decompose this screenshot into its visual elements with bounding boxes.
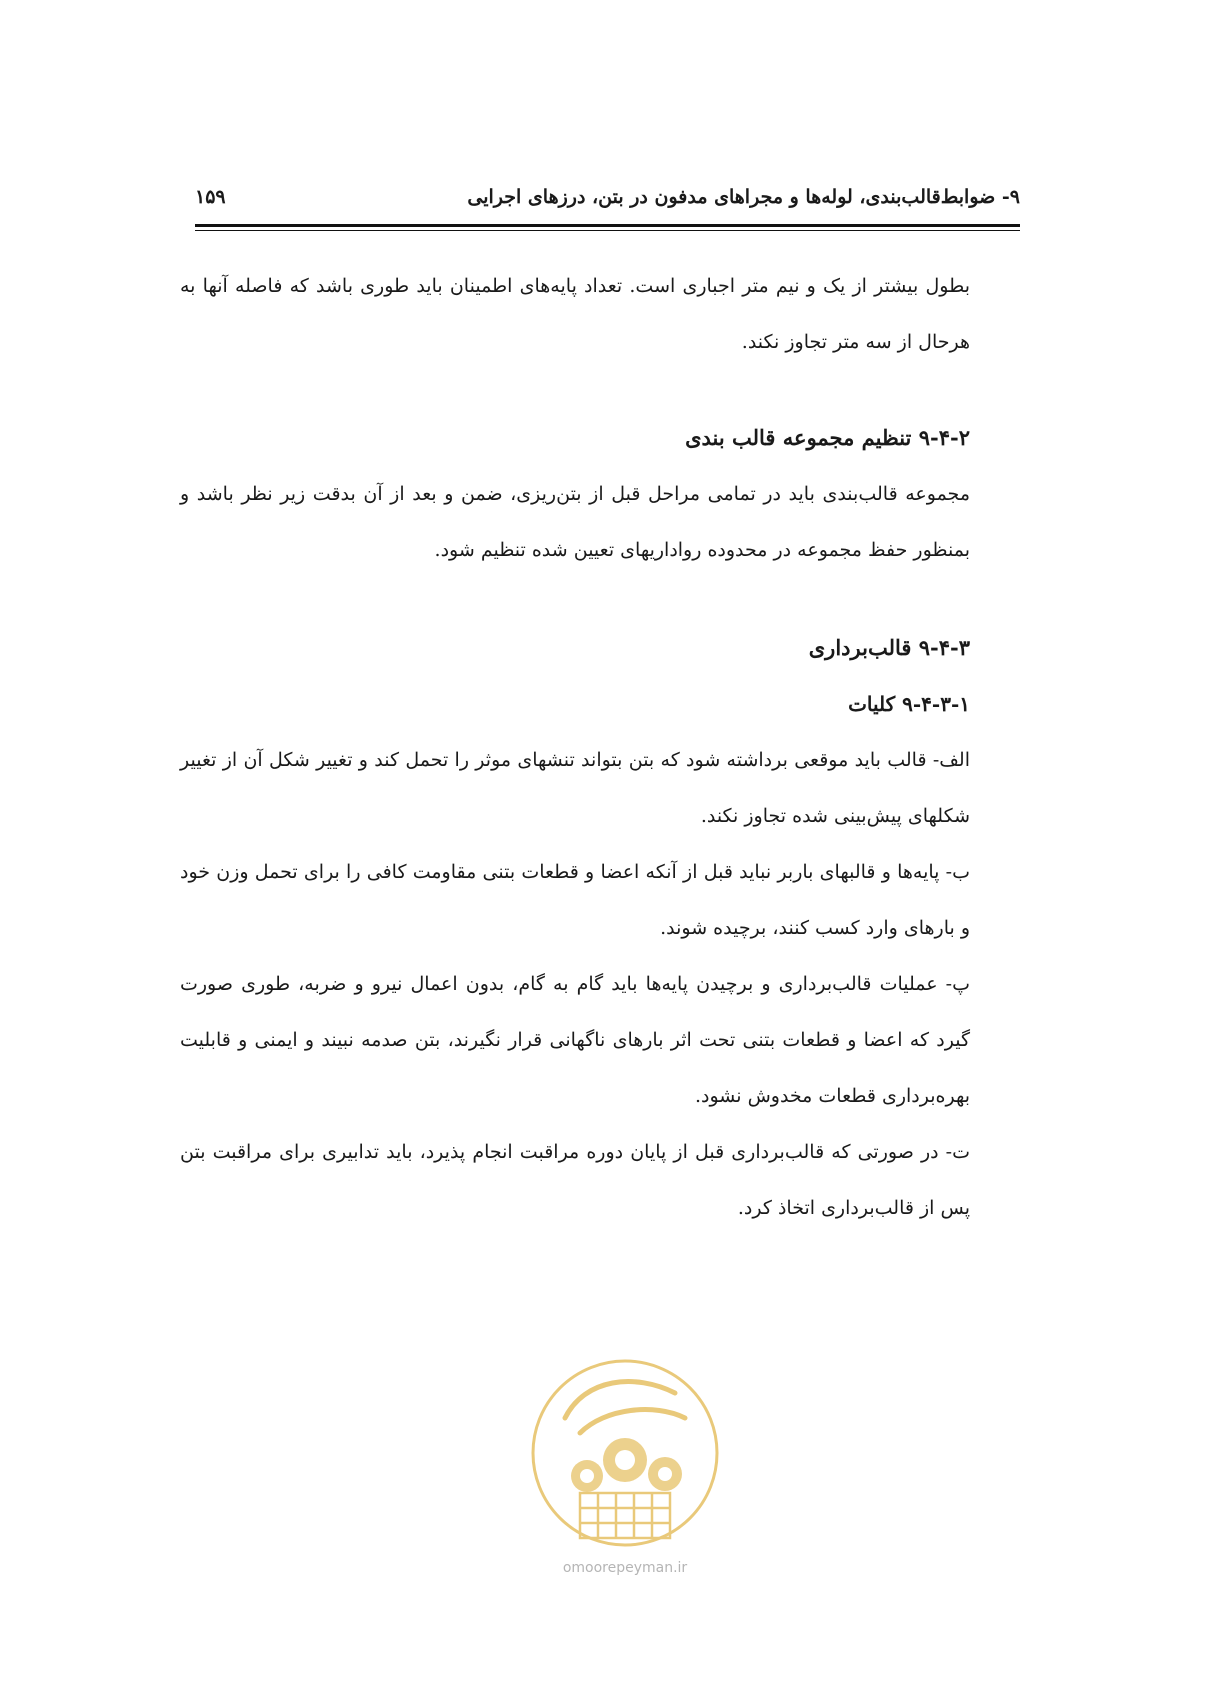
body-block-3 (180, 620, 970, 1236)
body-block-2 (180, 410, 970, 578)
list-item-pe: پ- عملیات قالب‌برداری و برچیدن پایه‌ها باید گام به گام، بدون اعمال نیرو و ضربه، طوری صورت گیرد که اعضا و قطعات بتنی تحت اثر بارهای ناگهانی قرار نگیرند، بتن صدمه نبیند و ایمنی و قابلیت بهره‌برداری قطعات مخدوش نشود. (180, 973, 970, 1107)
header-rule-thin (195, 230, 1020, 231)
list-item-te: ت- در صورتی که قالب‌برداری قبل از پایان دوره مراقبت انجام پذیرد، باید تدابیری برای مراقبت بتن پس از قالب‌برداری اتخاذ کرد. (180, 1141, 970, 1219)
watermark-caption: omoorepeyman.ir (562, 1560, 688, 1576)
body-block-1 (180, 258, 970, 370)
section-heading-9-4-3-1: ۹-۴-۳-۱ کلیات (848, 692, 970, 716)
section-heading-9-4-3: ۹-۴-۳ قالب‌برداری (808, 635, 970, 660)
paragraph-continuation: بطول بیشتر از یک و نیم متر اجباری است. تعداد پایه‌های اطمینان باید طوری باشد که فاصله آنها به هرحال از سه متر تجاوز نکند. (180, 275, 970, 353)
chapter-title: ۹- ضوابط‌قالب‌بندی، لوله‌ها و مجراهای مدفون در بتن، درزهای اجرایی (467, 186, 1020, 208)
header-rule-thick (195, 224, 1020, 227)
paragraph-formwork-adjustment: مجموعه قالب‌بندی باید در تمامی مراحل قبل از بتن‌ریزی، ضمن و بعد از آن بدقت زیر نظر باشد و بمنظور حفظ مجموعه در محدوده رواداریهای تعیین شده تنظیم شود. (180, 483, 970, 561)
list-item-alef: الف- قالب باید موقعی برداشته شود که بتن بتواند تنشهای موثر را تحمل کند و تغییر شکل آن از تغییر شکلهای پیش‌بینی شده تجاوز نکند. (180, 749, 970, 827)
section-heading-9-4-2: ۹-۴-۲ تنظیم مجموعه قالب بندی (685, 425, 970, 450)
page-number: ۱۵۹ (195, 186, 226, 208)
running-header (195, 186, 1020, 216)
watermark-logo (525, 1348, 725, 1558)
list-item-be: ب- پایه‌ها و قالبهای باربر نباید قبل از آنکه اعضا و قطعات بتنی مقاومت کافی را برای تحمل وزن خود و بارهای وارد کسب کنند، برچیده شوند. (180, 861, 970, 939)
